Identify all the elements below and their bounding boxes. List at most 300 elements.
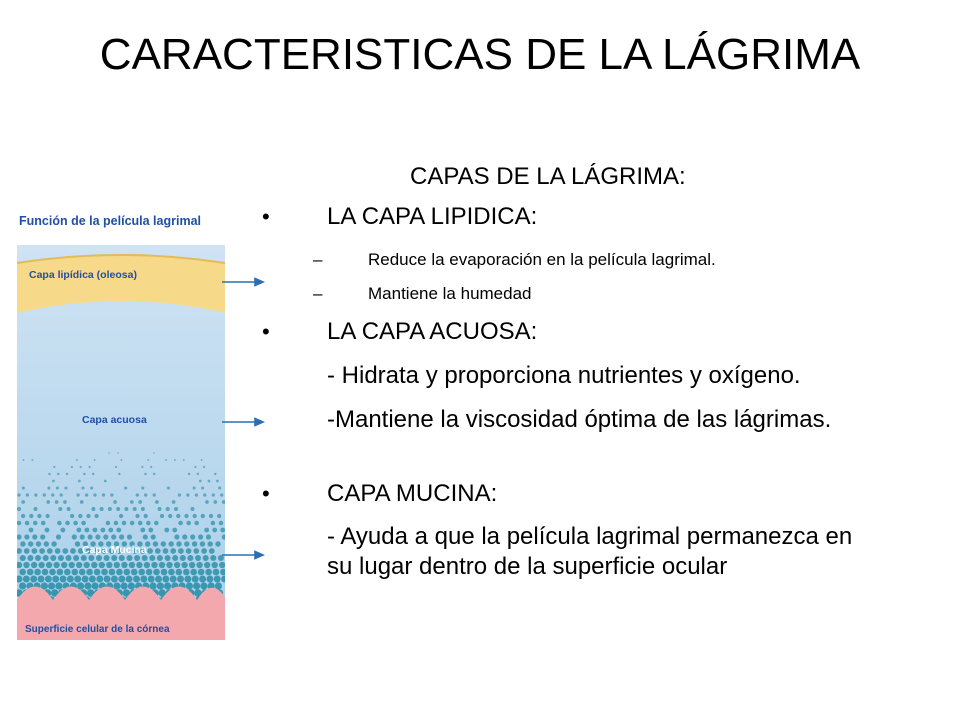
- mucin-dot: [38, 576, 45, 583]
- mucin-dot: [138, 521, 143, 526]
- mucin-dot: [168, 514, 172, 518]
- mucin-dot: [32, 534, 37, 539]
- mucin-dot: [28, 541, 33, 546]
- mucin-dot: [106, 521, 111, 526]
- mucin-dot: [46, 500, 50, 504]
- mucin-dot: [75, 541, 80, 546]
- mucin-dot: [33, 521, 38, 526]
- mucin-dot: [95, 534, 100, 539]
- mucin-dot: [86, 569, 93, 576]
- mucin-dot: [23, 562, 29, 568]
- mucin-dot: [76, 493, 79, 496]
- mucin-dot: [31, 459, 33, 461]
- mucin-dot: [160, 514, 164, 518]
- mucin-dot: [74, 576, 81, 583]
- mucin-dot: [64, 486, 67, 489]
- mucin-dot: [214, 473, 216, 475]
- mucin-dot: [50, 555, 56, 561]
- mucin-dot: [151, 562, 157, 568]
- mucin-dot: [222, 500, 226, 504]
- mucin-dot: [108, 452, 110, 454]
- mucin-dot: [161, 569, 168, 576]
- mucin-dot: [44, 541, 49, 546]
- tear-film-figure: [17, 205, 267, 645]
- mucin-dot: [133, 576, 140, 583]
- mucin-dot: [138, 500, 142, 504]
- mucin-dot: [214, 576, 221, 583]
- mucin-dot: [194, 466, 196, 468]
- mucin-dot: [159, 562, 165, 568]
- mucin-dot: [116, 507, 120, 511]
- aqueous-arrowhead: [255, 419, 263, 426]
- mucin-dot: [144, 473, 146, 475]
- mucin-dot: [167, 486, 170, 489]
- mucin-dot: [73, 555, 79, 561]
- mucin-dot: [204, 562, 210, 568]
- mucin-dot: [146, 521, 151, 526]
- mucin-dot: [222, 534, 227, 539]
- mucin-dot: [82, 576, 89, 583]
- mucin-dot: [126, 576, 133, 583]
- mucin-dot: [150, 466, 152, 468]
- dash-marker: –: [313, 284, 323, 303]
- mucin-dot: [192, 576, 199, 583]
- mucin-dot: [57, 521, 62, 526]
- mucin-dot: [196, 562, 202, 568]
- mucin-dot: [164, 528, 169, 533]
- mucin-dot: [22, 486, 25, 489]
- aqueous-heading: LA CAPA ACUOSA:: [327, 318, 538, 345]
- mucin-dot: [62, 548, 68, 554]
- mucin-dot: [177, 576, 184, 583]
- mucin-dot: [121, 582, 128, 589]
- mucin-dot: [174, 459, 176, 461]
- mucin-dot: [48, 473, 50, 475]
- mucin-dot: [120, 459, 122, 461]
- mucin-dot: [218, 486, 221, 489]
- mucin-dot: [104, 576, 111, 583]
- mucin-dot: [60, 528, 65, 533]
- mucin-dot: [190, 569, 197, 576]
- mucin-dot: [178, 493, 181, 496]
- mucin-dot: [190, 534, 195, 539]
- mucin-dot: [168, 541, 173, 546]
- mucin-dot: [55, 582, 62, 589]
- mucin-dot: [198, 534, 203, 539]
- mucin-dot: [192, 541, 197, 546]
- mucin-dot: [64, 569, 71, 576]
- mucin-dot: [205, 569, 212, 576]
- mucin-dot: [58, 507, 62, 511]
- lipid-heading: LA CAPA LIPIDICA:: [327, 203, 538, 230]
- mucin-dot: [212, 562, 218, 568]
- mucin-dot: [172, 528, 177, 533]
- mucin-dot: [20, 555, 26, 561]
- mucin-dot: [193, 582, 200, 589]
- mucin-dot: [166, 562, 172, 568]
- mucin-dot: [76, 562, 82, 568]
- tear-film-column: [17, 245, 228, 640]
- mucin-dot: [102, 493, 105, 496]
- mucin-dot: [188, 473, 190, 475]
- mucin-dot: [117, 452, 119, 454]
- mucin-dot: [109, 569, 116, 576]
- mucin-dot: [141, 486, 144, 489]
- mucin-dot: [36, 541, 41, 546]
- mucin-dot: [182, 534, 187, 539]
- mucin-dot: [56, 534, 61, 539]
- mucin-dot: [111, 576, 118, 583]
- mucin-dot: [206, 534, 211, 539]
- mucin-dot: [119, 514, 123, 518]
- mucin-dot: [81, 486, 84, 489]
- mucin-dot: [79, 569, 86, 576]
- mucin-dot: [34, 507, 38, 511]
- mucin-dot: [144, 493, 147, 496]
- mucin-dot: [45, 576, 52, 583]
- mucin-dot: [164, 582, 171, 589]
- mucin-dot: [100, 507, 104, 511]
- mucin-dot: [84, 562, 90, 568]
- mucin-dot: [67, 507, 71, 511]
- mucin-dot: [162, 576, 169, 583]
- mucin-dot: [138, 569, 145, 576]
- mucin-dot: [201, 514, 205, 518]
- mucin-dot: [209, 548, 215, 554]
- mucin-dot: [199, 480, 202, 483]
- mucin-dot: [184, 576, 191, 583]
- mucin-dot: [94, 514, 98, 518]
- mucin-dot: [149, 555, 155, 561]
- mucin-dot: [32, 548, 38, 554]
- mucin-dot: [147, 548, 153, 554]
- mucin-dot: [27, 555, 33, 561]
- mucin-dot: [45, 528, 50, 533]
- slide-title: CARACTERISTICAS DE LA LÁGRIMA: [99, 30, 861, 79]
- mucin-dot: [186, 493, 189, 496]
- mucin-dot: [221, 576, 228, 583]
- mucin-dot: [205, 500, 209, 504]
- mucin-dot: [26, 493, 29, 496]
- mucin-dot: [178, 521, 183, 526]
- mucin-dot: [178, 548, 184, 554]
- mucin-dot: [168, 569, 175, 576]
- mucin-dot: [151, 534, 156, 539]
- mucin-dot: [81, 521, 86, 526]
- mucin-dot: [110, 493, 113, 496]
- mucin-dot: [129, 562, 135, 568]
- mucin-dot: [184, 514, 188, 518]
- mucin-dot: [174, 507, 178, 511]
- mucin-dot: [93, 493, 96, 496]
- mucin-dot: [56, 486, 59, 489]
- mucin-dot: [27, 569, 34, 576]
- mucin-dot: [53, 466, 55, 468]
- mucin-dot: [215, 582, 222, 589]
- mucin-dot: [203, 466, 205, 468]
- bullet-marker: •: [262, 204, 270, 229]
- mucin-dot: [123, 569, 130, 576]
- mucin-dot: [124, 507, 128, 511]
- mucin-dot: [158, 507, 162, 511]
- mucin-dot: [153, 493, 156, 496]
- mucin-dot: [91, 507, 95, 511]
- mucin-dot: [51, 541, 56, 546]
- mucin-dot: [206, 576, 213, 583]
- mucin-dot: [200, 541, 205, 546]
- mucin-dot: [63, 500, 67, 504]
- mucin-dot: [72, 534, 77, 539]
- mucin-dot: [213, 500, 217, 504]
- mucin-dot: [170, 576, 177, 583]
- mucin-dot: [176, 514, 180, 518]
- mucin-dot: [148, 528, 153, 533]
- mucin-dot: [23, 576, 30, 583]
- mucin-dot: [45, 514, 49, 518]
- mucin-dot: [31, 562, 37, 568]
- mucin-dot: [133, 507, 137, 511]
- mucin-dot: [180, 555, 186, 561]
- mucin-dot: [130, 521, 135, 526]
- mucin-dot: [41, 521, 46, 526]
- mucin-dot: [21, 514, 25, 518]
- mucin-dot: [157, 555, 163, 561]
- mucin-dot: [191, 507, 195, 511]
- mucin-dot: [34, 493, 37, 496]
- mucin-dot: [193, 514, 197, 518]
- layers-subtitle: CAPAS DE LA LÁGRIMA:: [410, 163, 686, 190]
- mucin-dot: [127, 534, 132, 539]
- mucin-dot: [203, 493, 206, 496]
- mucin-dot: [211, 521, 216, 526]
- mucin-dot: [166, 507, 170, 511]
- mucin-dot: [163, 548, 169, 554]
- mucin-dot: [24, 548, 30, 554]
- bullet-marker: •: [262, 319, 270, 344]
- mucin-dot: [77, 582, 84, 589]
- lipid-point-1: Reduce la evaporación en la película lagrimal.: [368, 250, 716, 269]
- mucin-dot: [189, 562, 195, 568]
- mucin-dot: [116, 528, 121, 533]
- mucin-dot: [136, 562, 142, 568]
- mucin-dot: [103, 534, 108, 539]
- mucin-dot: [165, 459, 167, 461]
- mucin-dot: [29, 528, 34, 533]
- mucin-dot: [207, 541, 212, 546]
- mucin-dot: [150, 582, 157, 589]
- mucin-dot: [92, 528, 97, 533]
- mucin-dot: [195, 555, 201, 561]
- mucin-dot: [101, 569, 108, 576]
- mucin-dot: [218, 555, 224, 561]
- mucin-dot: [193, 486, 196, 489]
- mucin-dot: [148, 576, 155, 583]
- mucin-dot: [220, 528, 225, 533]
- mucin-dot: [80, 534, 85, 539]
- mucin-dot: [67, 576, 74, 583]
- mucin-dot: [65, 555, 71, 561]
- mucin-dot: [213, 569, 220, 576]
- mucin-dot: [46, 562, 52, 568]
- mucin-dot: [49, 569, 56, 576]
- mucin-dot: [30, 576, 37, 583]
- mucin-dot: [43, 493, 46, 496]
- mucin-dot: [94, 569, 101, 576]
- mucin-dot: [176, 541, 181, 546]
- mucin-dot: [121, 562, 127, 568]
- mucin-dot: [144, 562, 150, 568]
- mucin-dot: [90, 486, 93, 489]
- mucin-dot: [217, 514, 221, 518]
- mucin-dot: [154, 521, 159, 526]
- mucin-dot: [71, 569, 78, 576]
- mucin-dot: [146, 569, 153, 576]
- mucin-dot: [187, 555, 193, 561]
- mucin-dot: [80, 466, 82, 468]
- mucin-dot: [208, 480, 211, 483]
- mucin-dot: [78, 514, 82, 518]
- mucin-dot: [20, 541, 25, 546]
- mucin-dot: [52, 576, 59, 583]
- mucin-dot: [203, 555, 209, 561]
- mucin-dot: [118, 473, 120, 475]
- mucin-dot: [141, 507, 145, 511]
- mucin-dot: [219, 521, 224, 526]
- mucin-dot: [76, 528, 81, 533]
- mucin-dot: [183, 459, 185, 461]
- mucin-dot: [70, 514, 74, 518]
- mucin-dot: [70, 548, 76, 554]
- mucin-dot: [114, 562, 120, 568]
- mucin-dot: [124, 486, 127, 489]
- mucin-dot: [86, 514, 90, 518]
- mucin-dot: [88, 534, 93, 539]
- cornea-surface-label: Superficie celular de la córnea: [25, 624, 170, 635]
- mucin-dot: [66, 473, 68, 475]
- mucin-dot: [153, 473, 155, 475]
- mucin-dot: [216, 480, 219, 483]
- mucin-dot: [111, 534, 116, 539]
- mucin-dot: [53, 562, 59, 568]
- mucin-dot: [153, 569, 160, 576]
- mucin-dot: [119, 534, 124, 539]
- mucin-dot: [170, 548, 176, 554]
- dash-marker: –: [313, 250, 323, 269]
- mucin-dot: [85, 493, 88, 496]
- mucin-dot: [65, 521, 70, 526]
- mucin-dot: [23, 459, 25, 461]
- mucin-dot: [175, 569, 182, 576]
- mucin-dot: [89, 576, 96, 583]
- mucin-dot: [195, 493, 198, 496]
- mucin-dot: [113, 500, 117, 504]
- mucin-dot: [57, 569, 64, 576]
- mucin-dot: [131, 569, 138, 576]
- mucin-dot: [186, 548, 192, 554]
- aqueous-layer-label: Capa acuosa: [82, 414, 147, 426]
- mucin-dot: [94, 459, 96, 461]
- mucin-dot: [88, 466, 90, 468]
- mucin-dot: [84, 528, 89, 533]
- mucin-dot: [165, 555, 171, 561]
- mucin-dot: [199, 576, 206, 583]
- mucin-dot: [113, 582, 120, 589]
- mucin-dot: [140, 576, 147, 583]
- mucin-dot: [135, 514, 139, 518]
- mucin-dot: [34, 569, 41, 576]
- mucin-dot: [200, 582, 207, 589]
- mucin-dot: [210, 555, 216, 561]
- mucin-dot: [29, 514, 33, 518]
- mucin-dot: [184, 541, 189, 546]
- mucin-dot: [55, 500, 59, 504]
- mucin-dot: [108, 528, 113, 533]
- mucin-dot: [115, 466, 117, 468]
- mucin-dot: [24, 534, 29, 539]
- mucin-dot: [73, 521, 78, 526]
- mucin-dot: [108, 507, 112, 511]
- mucin-dot: [92, 473, 94, 475]
- mucin-dot: [215, 541, 220, 546]
- mucin-dot: [58, 555, 64, 561]
- mucin-dot: [55, 548, 61, 554]
- mucin-dot: [172, 555, 178, 561]
- mucin-dot: [116, 569, 123, 576]
- mucin-dot: [47, 548, 53, 554]
- mucin-dot: [161, 541, 166, 546]
- mucin-dot: [52, 480, 55, 483]
- mucin-dot: [193, 548, 199, 554]
- mucin-dot: [60, 493, 63, 496]
- mucin-dot: [19, 582, 26, 589]
- mucin-dot: [40, 534, 45, 539]
- mucin-dot: [39, 548, 45, 554]
- mucin-dot: [37, 514, 41, 518]
- mucin-dot: [21, 500, 25, 504]
- mucin-dot: [128, 582, 135, 589]
- mucin-dot: [186, 582, 193, 589]
- mucin-dot: [157, 582, 164, 589]
- aqueous-point-2: -Mantiene la viscosidad óptima de las lágrimas.: [327, 406, 832, 433]
- mucin-dot: [83, 473, 85, 475]
- mucin-point-1: - Ayuda a que la película lagrimal permanezca en su lugar dentro de la superficie ocular: [327, 523, 853, 580]
- mucin-dot: [197, 473, 199, 475]
- mucin-dot: [198, 569, 205, 576]
- lipid-arrowhead: [255, 279, 263, 286]
- mucin-dot: [17, 493, 20, 496]
- mucin-dot: [42, 569, 49, 576]
- mucin-dot: [220, 569, 227, 576]
- mucin-dot: [61, 562, 67, 568]
- mucin-dot: [186, 521, 191, 526]
- mucin-dot: [212, 493, 215, 496]
- mucin-dot: [91, 562, 97, 568]
- mucin-dot: [155, 500, 159, 504]
- bullet-marker: •: [262, 481, 270, 506]
- mucin-dot: [43, 555, 49, 561]
- mucin-dot: [96, 576, 103, 583]
- mucin-dot: [92, 582, 99, 589]
- mucin-dot: [69, 562, 75, 568]
- mucin-dot: [141, 466, 143, 468]
- mucin-dot: [17, 507, 21, 511]
- mucin-dot: [25, 521, 30, 526]
- mucin-dot: [80, 500, 84, 504]
- mucin-dot: [201, 548, 207, 554]
- mucin-dot: [209, 514, 213, 518]
- mucin-dot: [130, 500, 134, 504]
- mucin-dot: [143, 534, 148, 539]
